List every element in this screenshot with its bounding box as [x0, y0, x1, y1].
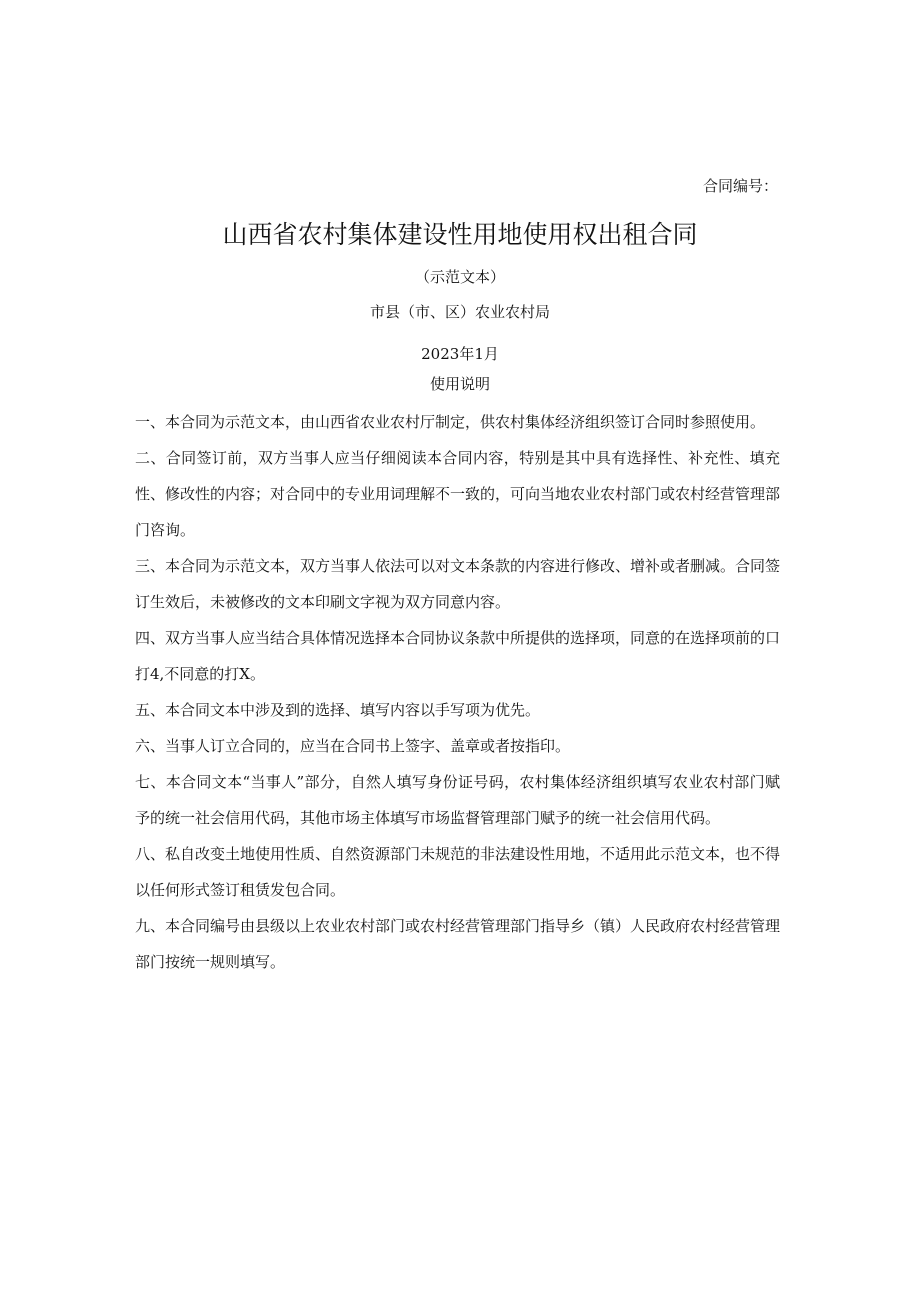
- document-title: 山西省农村集体建设性用地使用权出租合同: [222, 220, 698, 249]
- issue-date: 2023年1月: [421, 345, 499, 363]
- usage-instructions-heading: 使用说明: [429, 375, 490, 393]
- instruction-item-8: 八、私自改变土地使用性质、自然资源部门未规范的非法建设性用地，不适用此示范文本，也不得以任何形式签订租赁发包合同。: [135, 845, 781, 899]
- issuing-authority: 市县（市、区）农业农村局: [369, 303, 550, 321]
- contract-number-label: 合同编号：: [702, 177, 778, 195]
- instruction-item-2: 二、合同签订前，双方当事人应当仔细阅读本合同内容，特别是其中具有选择性、补充性、填充性、修改性的内容；对合同中的专业用词理解不一致的，可向当地农业农村部门或农村经营管理部门咨询。: [135, 449, 781, 539]
- instruction-item-6: 六、当事人订立合同的，应当在合同书上签字、盖章或者按指印。: [135, 737, 571, 755]
- instruction-item-3: 三、本合同为示范文本，双方当事人依法可以对文本条款的内容进行修改、增补或者删减。合同签订生效后，未被修改的文本印刷文字视为双方同意内容。: [135, 557, 781, 611]
- instruction-item-1: 一、本合同为示范文本，由山西省农业农村厅制定，供农村集体经济组织签订合同时参照使用。: [135, 413, 766, 431]
- usage-instructions: [135, 404, 780, 980]
- document-subtitle: （示范文本）: [414, 268, 505, 286]
- instruction-item-4: 四、双方当事人应当结合具体情况选择本合同协议条款中所提供的选择项，同意的在选择项前的口打4,不同意的打X。: [135, 629, 781, 683]
- instruction-item-9: 九、本合同编号由县级以上农业农村部门或农村经营管理部门指导乡（镇）人民政府农村经营管理部门按统一规则填写。: [135, 917, 781, 971]
- instruction-item-7: 七、本合同文本“当事人”部分，自然人填写身份证号码，农村集体经济组织填写农业农村部门赋予的统一社会信用代码，其他市场主体填写市场监督管理部门赋予的统一社会信用代码。: [135, 773, 780, 827]
- instruction-item-5: 五、本合同文本中涉及到的选择、填写内容以手写项为优先。: [135, 701, 541, 719]
